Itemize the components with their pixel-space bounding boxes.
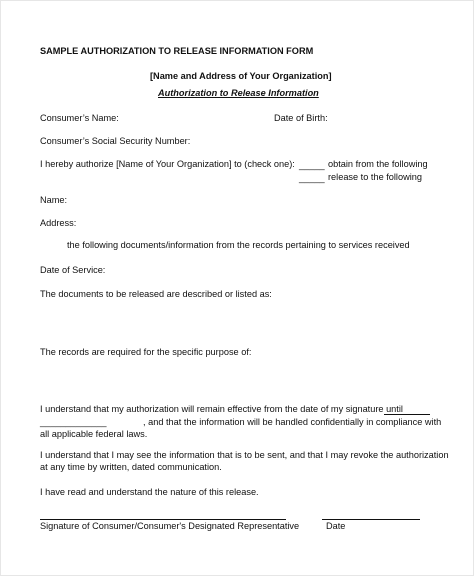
consumer-name-label: Consumer’s Name: bbox=[40, 113, 119, 123]
recipient-address-label: Address: bbox=[40, 218, 77, 228]
effective-line-1: I understand that my authorization will remain effective from the date of my signature until bbox=[40, 404, 403, 414]
signature-date-line[interactable] bbox=[322, 519, 420, 520]
purpose-label: The records are required for the specific purpose of: bbox=[40, 347, 252, 357]
documents-listed-label: The documents to be released are described or listed as: bbox=[40, 289, 272, 299]
form-subtitle: Authorization to Release Information bbox=[158, 88, 319, 98]
date-of-service-label: Date of Service: bbox=[40, 265, 106, 275]
revoke-line-2: at any time by written, dated communication. bbox=[40, 462, 222, 472]
obtain-checkbox-blank[interactable]: _____ bbox=[299, 160, 325, 170]
effective-line-2: , and that the information will be handled confidentially in compliance with bbox=[143, 417, 442, 427]
obtain-option-label: obtain from the following bbox=[328, 159, 428, 169]
documents-description: the following documents/information from the records pertaining to services received bbox=[67, 240, 410, 250]
release-checkbox-blank[interactable]: _____ bbox=[299, 173, 325, 183]
release-option-label: release to the following bbox=[328, 172, 422, 182]
form-title: SAMPLE AUTHORIZATION TO RELEASE INFORMATION FORM bbox=[40, 46, 314, 56]
signature-date-label: Date bbox=[326, 521, 346, 531]
signature-label: Signature of Consumer/Consumer's Designated Representative bbox=[40, 521, 300, 531]
read-understand-statement: I have read and understand the nature of this release. bbox=[40, 487, 259, 497]
date-of-birth-label: Date of Birth: bbox=[274, 113, 328, 123]
signature-line[interactable] bbox=[40, 519, 286, 520]
effective-line-3: all applicable federal laws. bbox=[40, 429, 148, 439]
expiration-date-blank[interactable] bbox=[384, 414, 430, 415]
organization-header: [Name and Address of Your Organization] bbox=[150, 71, 332, 81]
ssn-label: Consumer’s Social Security Number: bbox=[40, 136, 191, 146]
revoke-line-1: I understand that I may see the information that is to be sent, and that I may revoke the authorization bbox=[40, 450, 449, 460]
recipient-name-label: Name: bbox=[40, 195, 68, 205]
effective-line-2-blank[interactable]: _____________ bbox=[40, 417, 107, 427]
authorize-text: I hereby authorize [Name of Your Organization] to (check one): bbox=[40, 159, 295, 169]
